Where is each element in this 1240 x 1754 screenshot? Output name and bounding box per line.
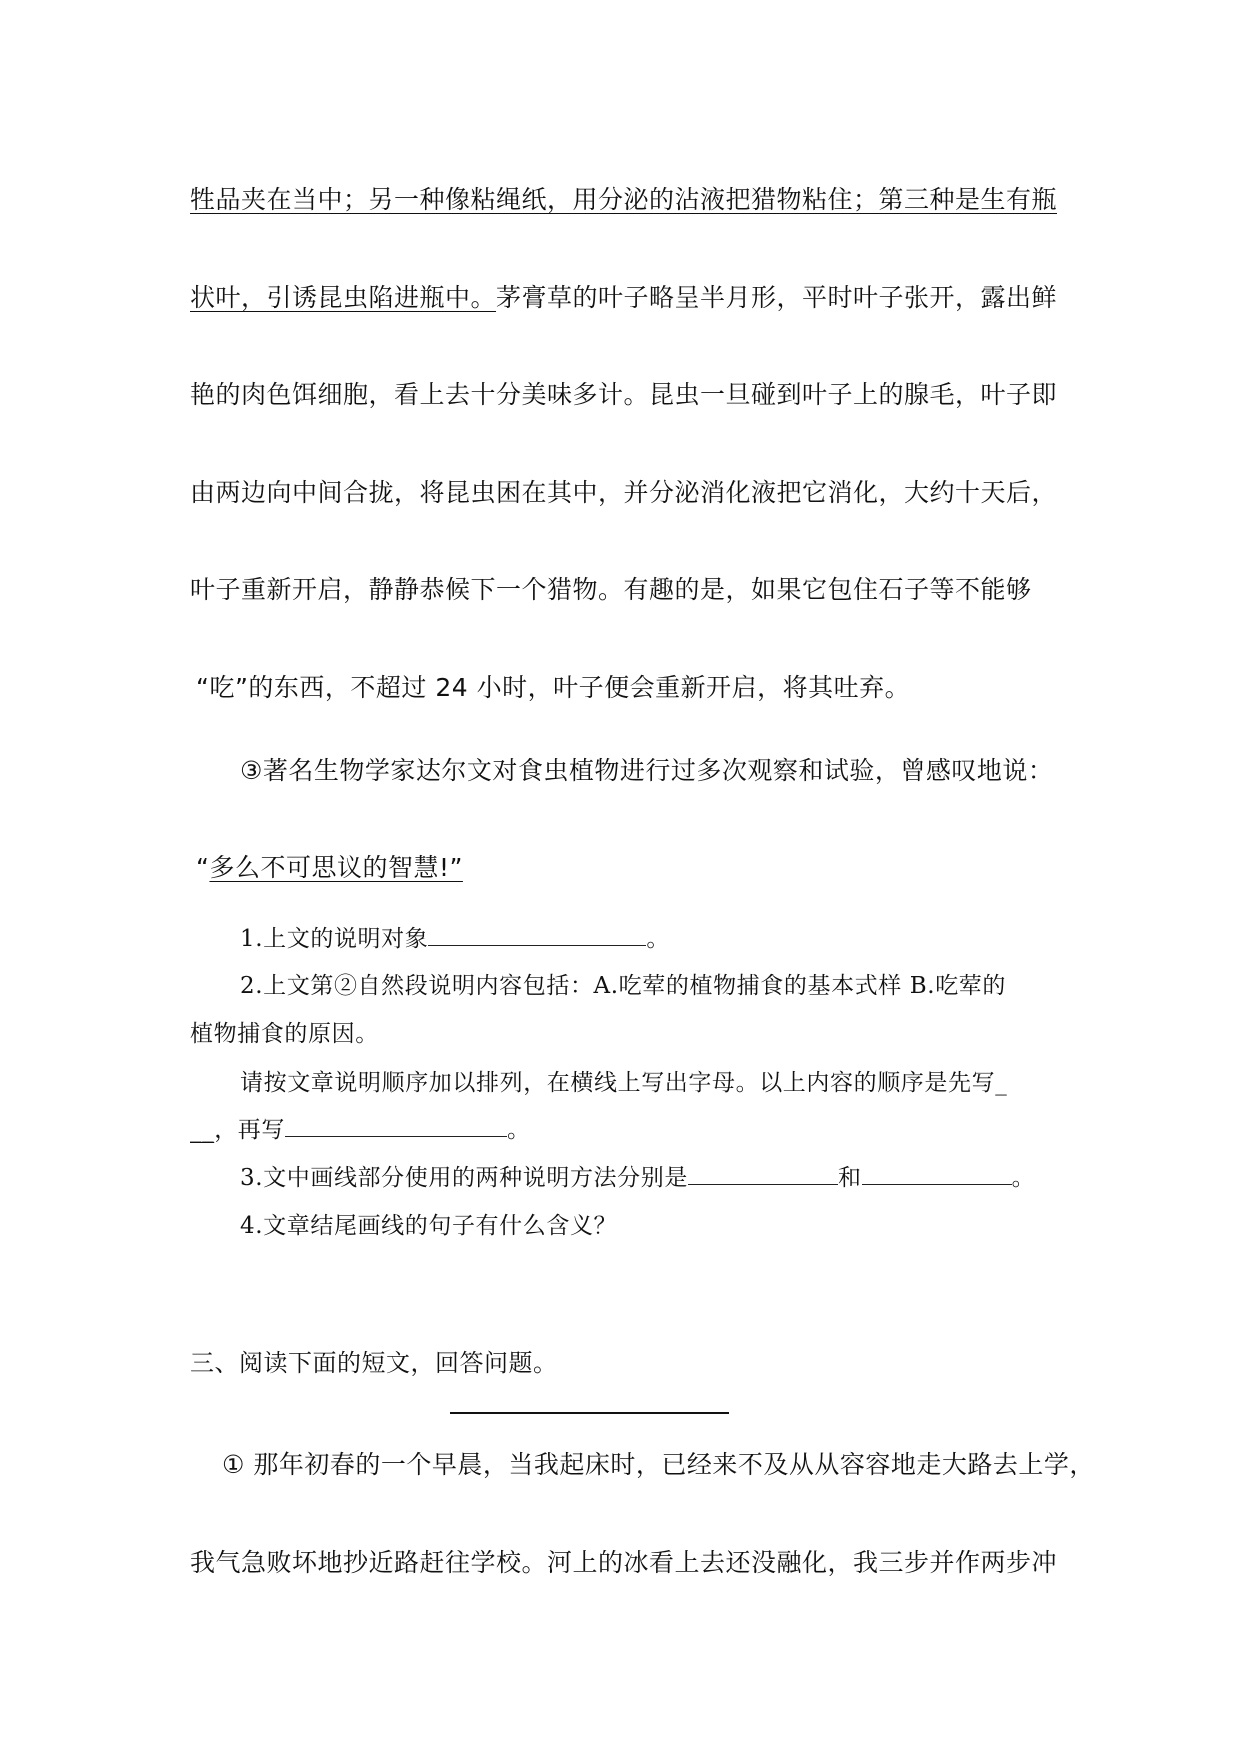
question-4: 4.文章结尾画线的句子有什么含义？ — [240, 1213, 618, 1239]
question-2-end: 。 — [507, 1117, 531, 1143]
passage-line-5: 叶子重新开启，静静恭候下一个猎物。有趣的是，如果它包住石子等不能够 — [190, 575, 1032, 604]
section-3-heading: 三、阅读下面的短文，回答问题。 — [190, 1349, 558, 1377]
question-1-end: 。 — [646, 926, 670, 952]
question-2-instruction: 请按文章说明顺序加以排列，在横线上写出字母。以上内容的顺序是先写_ — [240, 1070, 1008, 1096]
answer-blank-3a[interactable] — [688, 1183, 838, 1185]
answer-blank-2a[interactable]: __ — [190, 1117, 215, 1143]
question-3-end: 。 — [1011, 1165, 1036, 1191]
question-2-answer-line — [190, 1111, 531, 1144]
darwin-quote — [196, 848, 463, 884]
question-1-text: 1.上文的说明对象 — [240, 926, 429, 952]
passage-line-2 — [190, 278, 1057, 314]
passage-line-6: “吃”的东西，不超过 24 小时，叶子便会重新开启，将其吐弃。 — [196, 673, 911, 702]
title-blank-line — [450, 1412, 729, 1414]
answer-blank-3b[interactable] — [862, 1183, 1012, 1185]
question-3 — [240, 1159, 1035, 1192]
question-2-then: ，再写 — [214, 1117, 286, 1143]
underlined-sentence: 状叶，引诱昆虫陷进瓶中。 — [190, 283, 497, 312]
passage-line-4: 由两边向中间合拢，将昆虫困在其中，并分泌消化液把它消化，大约十天后， — [190, 478, 1058, 507]
quote-open-mark: “ — [196, 853, 210, 882]
answer-blank-1[interactable] — [428, 944, 646, 946]
question-3-and: 和 — [837, 1165, 862, 1191]
passage-line-2-rest: 茅膏草的叶子略呈半月形，平时叶子张开，露出鲜 — [496, 283, 1058, 312]
section-3-para-1-line-1: ① 那年初春的一个早晨，当我起床时，已经来不及从从容容地走大路去上学， — [222, 1450, 1095, 1479]
answer-blank-2b[interactable] — [285, 1135, 507, 1137]
passage-line-3: 艳的肉色饵细胞，看上去十分美味多计。昆虫一旦碰到叶子上的腺毛，叶子即 — [190, 380, 1058, 409]
section-3-para-1-line-2: 我气急败坏地抄近路赶往学校。河上的冰看上去还没融化，我三步并作两步冲 — [190, 1548, 1058, 1577]
question-2-continued: 植物捕食的原因。 — [190, 1021, 379, 1047]
passage-line-1: 牲品夹在当中；另一种像粘绳纸，用分泌的沾液把猎物粘住；第三种是生有瓶 — [190, 185, 1058, 214]
quote-underlined: 多么不可思议的智慧!” — [209, 853, 463, 882]
question-2: 2.上文第②自然段说明内容包括：A.吃荤的植物捕食的基本式样 B.吃荤的 — [240, 973, 1006, 999]
paragraph-3: ③著名生物学家达尔文对食虫植物进行过多次观察和试验，曾感叹地说： — [240, 756, 1054, 785]
question-3-text: 3.文中画线部分使用的两种说明方法分别是 — [240, 1165, 688, 1191]
question-1 — [240, 920, 670, 953]
